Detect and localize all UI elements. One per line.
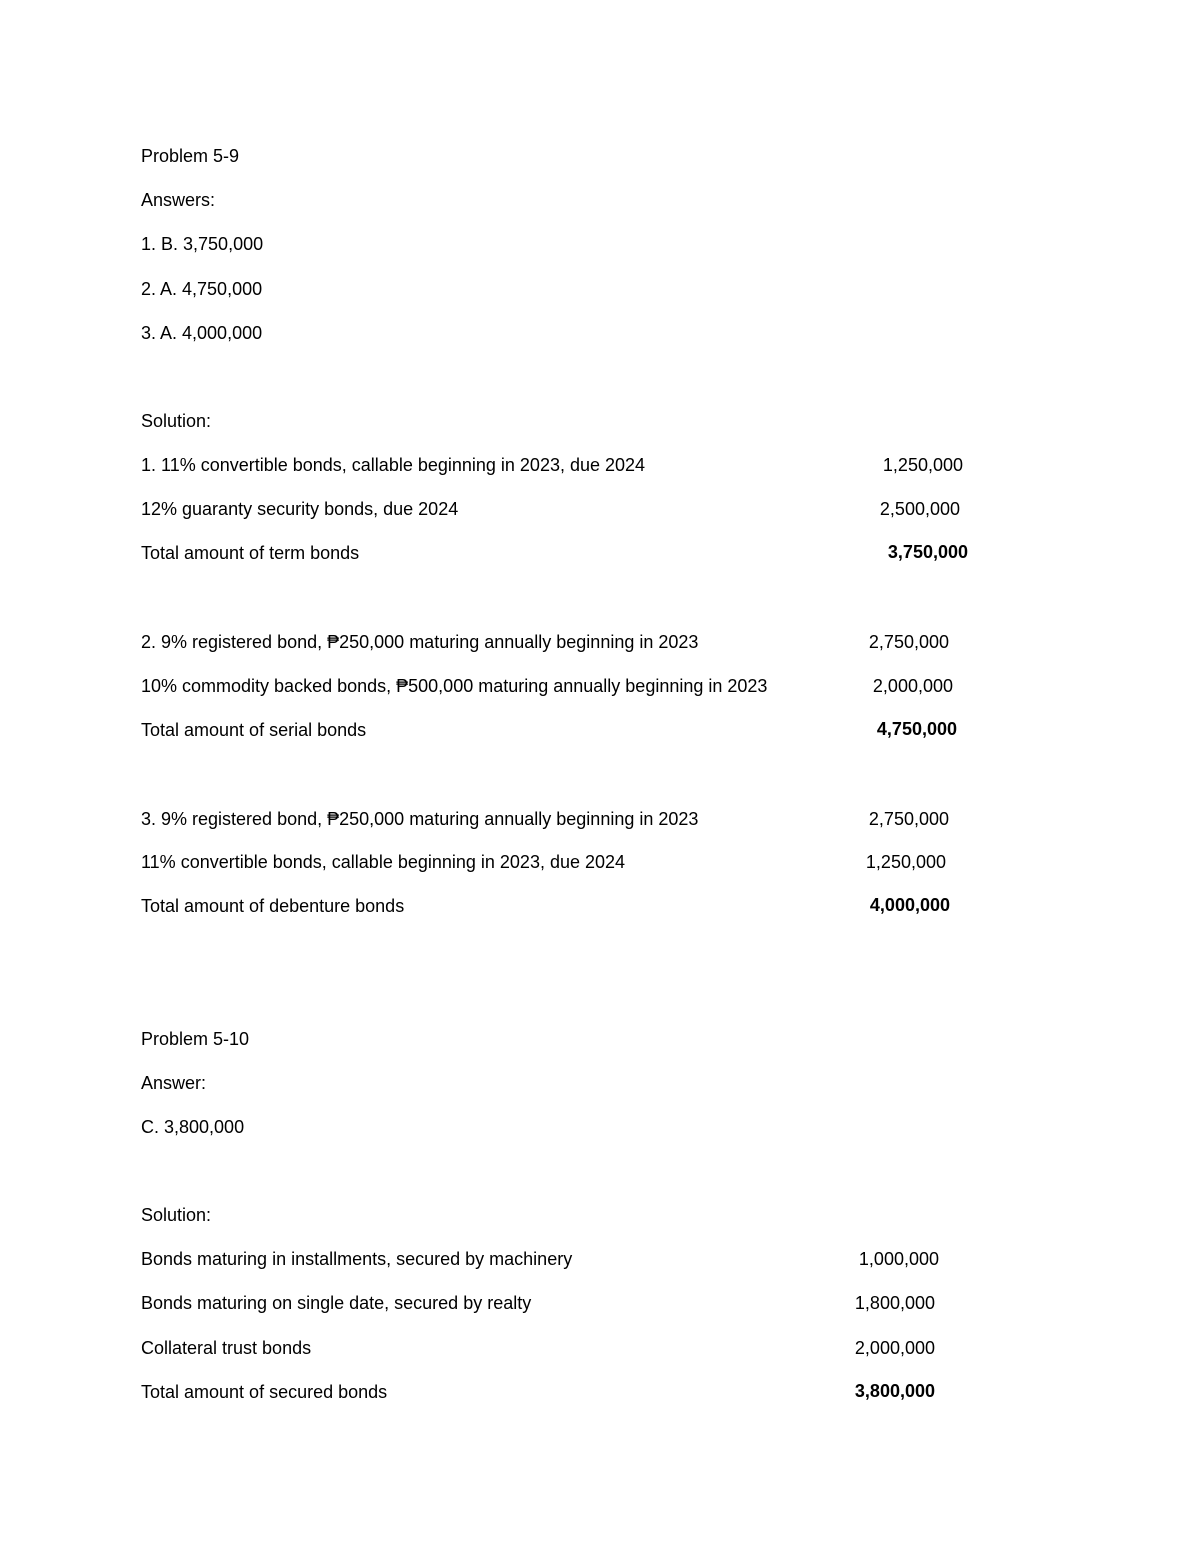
secured-row1-amount: 1,000,000 — [858, 1249, 939, 1269]
problem-5-10-title: Problem 5-10 — [141, 1029, 250, 1049]
solution-label-5-10: Solution: — [141, 1205, 212, 1225]
secured-total-amount: 3,800,000 — [854, 1381, 935, 1401]
secured-row2-amount: 1,800,000 — [854, 1293, 935, 1313]
section3-total-amount: 4,000,000 — [869, 895, 950, 915]
section3-row2-amount: 1,250,000 — [865, 852, 946, 872]
section2-row1-desc: 2. 9% registered bond, ₱250,000 maturing annually beginning in 2023 — [141, 632, 699, 652]
answers-label: Answers: — [141, 190, 216, 210]
section3-row2-desc: 11% convertible bonds, callable beginning in 2023, due 2024 — [141, 852, 626, 872]
section1-row1-desc: 1. 11% convertible bonds, callable beginning in 2023, due 2024 — [141, 455, 646, 475]
section3-row1-amount: 2,750,000 — [868, 809, 949, 829]
section2-total-amount: 4,750,000 — [876, 719, 957, 739]
answer-value: C. 3,800,000 — [141, 1117, 245, 1137]
answer-label: Answer: — [141, 1073, 207, 1093]
section2-row1-amount: 2,750,000 — [868, 632, 949, 652]
section1-total-amount: 3,750,000 — [887, 542, 968, 562]
secured-row3-amount: 2,000,000 — [854, 1338, 935, 1358]
answer-1: 1. B. 3,750,000 — [141, 234, 264, 254]
answer-3: 3. A. 4,000,000 — [141, 323, 263, 343]
secured-total-desc: Total amount of secured bonds — [141, 1382, 388, 1402]
problem-5-9-title: Problem 5-9 — [141, 146, 240, 166]
section3-total-desc: Total amount of debenture bonds — [141, 896, 405, 916]
section2-row2-amount: 2,000,000 — [872, 676, 953, 696]
section1-row2-desc: 12% guaranty security bonds, due 2024 — [141, 499, 459, 519]
section1-total-desc: Total amount of term bonds — [141, 543, 360, 563]
section2-total-desc: Total amount of serial bonds — [141, 720, 367, 740]
section3-row1-desc: 3. 9% registered bond, ₱250,000 maturing annually beginning in 2023 — [141, 809, 699, 829]
secured-row1-desc: Bonds maturing in installments, secured by machinery — [141, 1249, 573, 1269]
section2-row2-desc: 10% commodity backed bonds, ₱500,000 maturing annually beginning in 2023 — [141, 676, 768, 696]
section1-row2-amount: 2,500,000 — [879, 499, 960, 519]
secured-row3-desc: Collateral trust bonds — [141, 1338, 312, 1358]
answer-2: 2. A. 4,750,000 — [141, 279, 263, 299]
solution-label: Solution: — [141, 411, 212, 431]
secured-row2-desc: Bonds maturing on single date, secured by realty — [141, 1293, 532, 1313]
section1-row1-amount: 1,250,000 — [882, 455, 963, 475]
